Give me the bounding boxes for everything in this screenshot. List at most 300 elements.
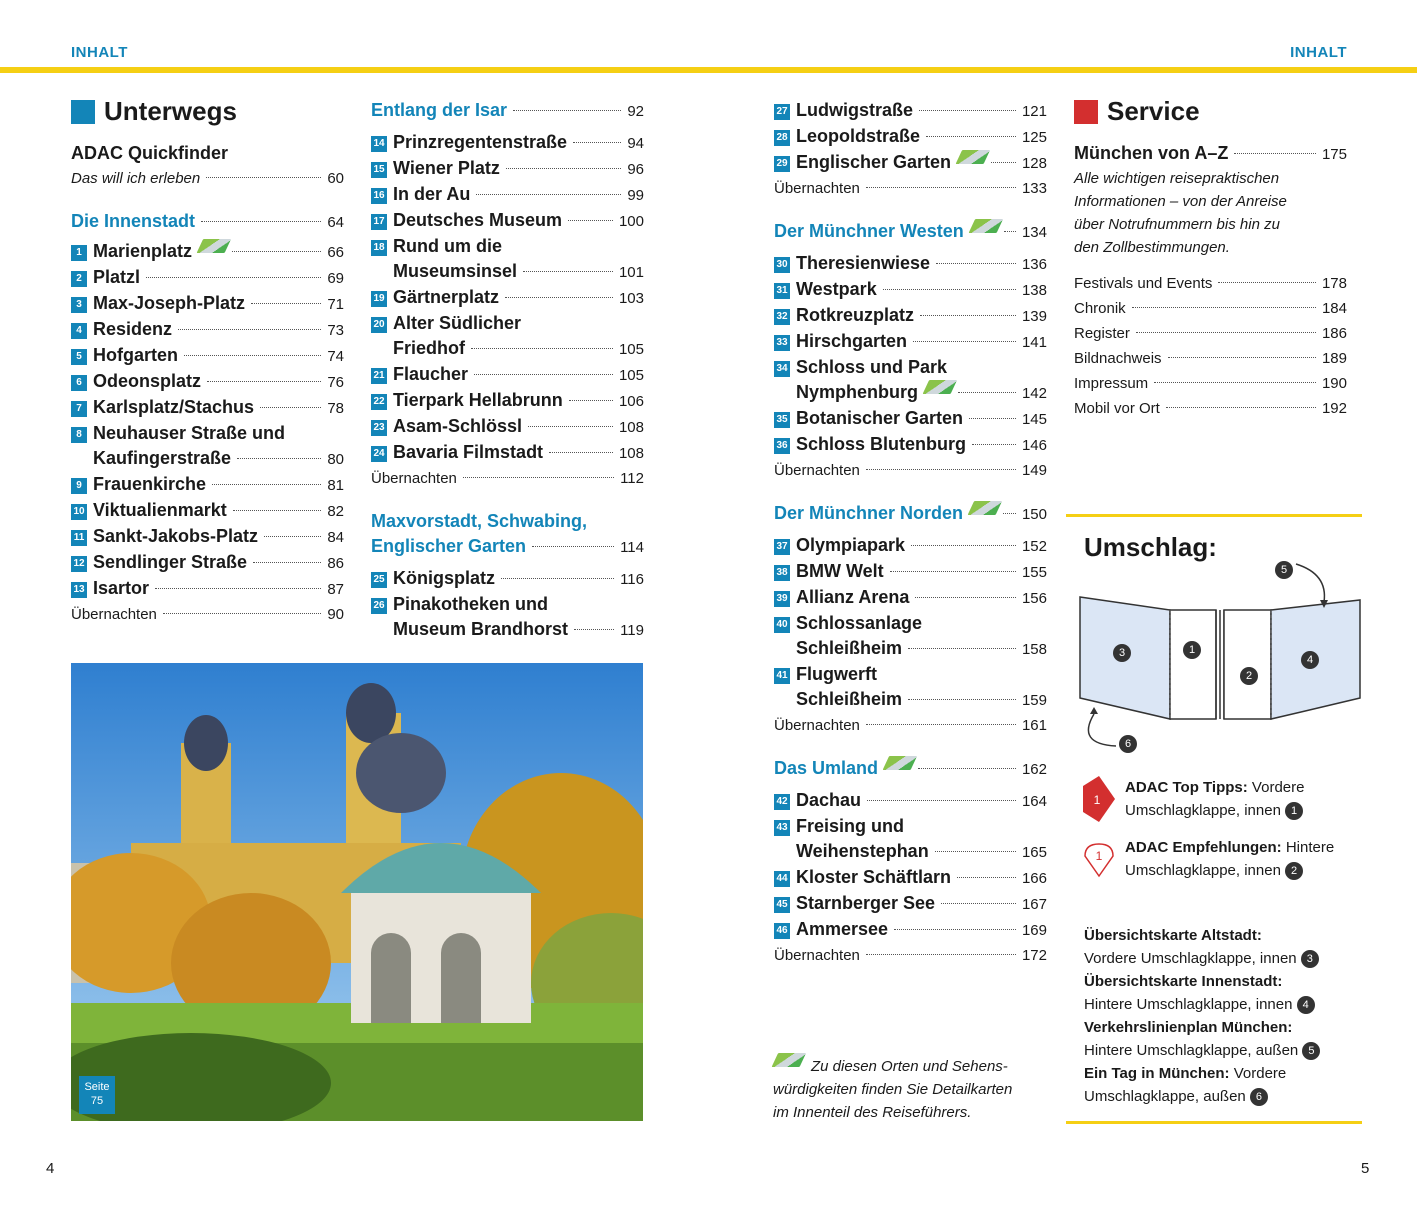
badge-2: 2	[1285, 862, 1303, 880]
dot-leader	[915, 597, 1016, 598]
toc-label: Neuhauser Straße und	[93, 423, 286, 443]
toc-row[interactable]	[371, 617, 644, 643]
number-badge: 20	[371, 317, 387, 333]
number-badge: 39	[774, 591, 790, 607]
toc-row[interactable]	[371, 182, 644, 208]
toc-row[interactable]	[71, 369, 344, 395]
toc-row[interactable]	[371, 566, 644, 592]
toc-label: Odeonsplatz	[93, 371, 202, 391]
dot-leader	[155, 588, 321, 589]
map-icon	[968, 219, 1003, 233]
toc-row[interactable]	[1074, 296, 1347, 321]
quickfinder-title: ADAC Quickfinder	[71, 143, 229, 163]
note-line: würdigkeiten finden Sie Detailkarten	[773, 1081, 1013, 1098]
note-line: im Innenteil des Reiseführers.	[773, 1104, 972, 1121]
karte-text: Hintere Umschlagklappe, außen	[1084, 1042, 1299, 1059]
toc-row[interactable]	[774, 277, 1047, 303]
red-square-icon	[1074, 100, 1098, 124]
toc-label: BMW Welt	[796, 561, 884, 581]
toc-label: Isartor	[93, 578, 150, 598]
toc-page: 90	[327, 606, 344, 623]
number-badge: 23	[371, 420, 387, 436]
toc-label: Kaufingerstraße	[93, 448, 232, 468]
toc-label: Freising und	[796, 816, 904, 836]
dot-leader	[505, 297, 613, 298]
toc-label: Sankt-Jakobs-Platz	[93, 526, 259, 546]
karte-text: Vordere Umschlagklappe, innen	[1084, 950, 1297, 967]
toc-label: Der Münchner Norden	[774, 503, 964, 523]
number-badge: 34	[774, 361, 790, 377]
toc-row[interactable]	[1074, 371, 1347, 396]
dot-leader	[920, 315, 1016, 316]
toc-page: 134	[1021, 224, 1047, 241]
toc-row[interactable]	[1074, 346, 1347, 371]
badge-6: 6	[1250, 1088, 1268, 1106]
toc-page: 94	[627, 135, 644, 152]
dot-leader	[476, 194, 621, 195]
column-3	[774, 98, 1047, 968]
toc-page: 60	[327, 170, 344, 187]
desc-line: über Notrufnummern bis hin zu	[1074, 216, 1280, 233]
karte-bold: Ein Tag in München:	[1084, 1065, 1230, 1082]
section-unterwegs	[71, 96, 344, 127]
toc-label: Botanischer Garten	[796, 408, 964, 428]
number-badge: 44	[774, 871, 790, 887]
toc-page: 152	[1021, 538, 1047, 555]
toc-label: Allianz Arena	[796, 587, 910, 607]
toc-page: 190	[1321, 375, 1347, 392]
karte-text: Vordere	[1229, 1065, 1287, 1082]
toc-page: 74	[327, 348, 344, 365]
toc-label: Rund um die	[393, 236, 502, 256]
toc-row[interactable]	[1074, 321, 1347, 346]
number-badge: 16	[371, 188, 387, 204]
badge-5: 5	[1302, 1042, 1320, 1060]
toc-row[interactable]	[71, 291, 344, 317]
number-badge: 28	[774, 130, 790, 146]
toc-row[interactable]	[71, 498, 344, 524]
toc-row[interactable]	[371, 388, 644, 414]
dot-leader	[890, 571, 1016, 572]
toc-label: Tierpark Hellabrunn	[393, 390, 563, 410]
toc-page: 100	[618, 213, 644, 230]
toc-page: 64	[327, 214, 344, 231]
toc-row[interactable]	[774, 839, 1047, 865]
toc-label: Schleißheim	[796, 689, 903, 709]
toc-row[interactable]	[774, 355, 1047, 380]
note-line: Zu diesen Orten und Sehens-	[811, 1058, 1008, 1075]
dot-leader	[866, 469, 1016, 470]
section-title: Service	[1107, 96, 1200, 126]
toc-page: 178	[1321, 275, 1347, 292]
toc-row[interactable]	[774, 380, 1047, 406]
toc-row[interactable]	[71, 265, 344, 291]
dot-leader	[184, 355, 321, 356]
toc-page: 150	[1021, 506, 1047, 523]
karte-text: Hintere Umschlagklappe, innen	[1084, 996, 1293, 1013]
photo-hofgarten	[71, 663, 643, 1121]
section-innenstadt[interactable]	[71, 209, 344, 235]
toc-row[interactable]	[774, 713, 1047, 738]
toc-row[interactable]	[71, 550, 344, 576]
toc-label: Hirschgarten	[796, 331, 908, 351]
toc-page: 112	[620, 470, 644, 487]
toc-row[interactable]	[371, 208, 644, 234]
toc-page: 161	[1021, 717, 1047, 734]
dot-leader	[867, 800, 1016, 801]
karte-text: Umschlagklappe, außen	[1084, 1088, 1246, 1105]
toc-row[interactable]	[371, 130, 644, 156]
number-badge: 41	[774, 668, 790, 684]
map-note	[773, 1055, 1043, 1124]
toc-row[interactable]	[1074, 141, 1347, 167]
dot-leader	[233, 510, 322, 511]
toc-row[interactable]	[774, 303, 1047, 329]
section-maxvorstadt-2[interactable]	[371, 534, 644, 560]
toc-row[interactable]	[774, 432, 1047, 458]
dot-leader	[471, 348, 613, 349]
toc-label: Viktualienmarkt	[93, 500, 227, 520]
toc-page: 92	[627, 103, 644, 120]
dot-leader	[523, 271, 613, 272]
number-badge: 9	[71, 478, 87, 494]
dot-leader	[1132, 307, 1316, 308]
number-badge: 40	[774, 617, 790, 633]
dot-leader	[913, 341, 1016, 342]
toc-label: Sendlinger Straße	[93, 552, 248, 572]
toc-row[interactable]	[774, 687, 1047, 713]
toc-label: Schloss und Park	[796, 357, 948, 377]
toc-row[interactable]	[71, 317, 344, 343]
toc-page: 116	[620, 571, 644, 588]
section-service	[1074, 96, 1347, 127]
toc-label: Schleißheim	[796, 638, 903, 658]
toc-label: Ludwigstraße	[796, 100, 914, 120]
service-description	[1074, 167, 1347, 259]
number-badge: 6	[71, 375, 87, 391]
dot-leader	[941, 903, 1016, 904]
dot-leader	[935, 851, 1016, 852]
header-left: INHALT	[71, 44, 128, 61]
number-badge: 2	[71, 271, 87, 287]
toc-row[interactable]	[774, 98, 1047, 124]
toc-label: Museumsinsel	[393, 261, 518, 281]
toc-row[interactable]	[774, 891, 1047, 917]
badge-1: 1	[1285, 802, 1303, 820]
toc-row[interactable]	[371, 259, 644, 285]
toc-page: 105	[618, 367, 644, 384]
toc-page: 125	[1021, 129, 1047, 146]
toc-label: Friedhof	[393, 338, 465, 358]
number-badge: 7	[71, 401, 87, 417]
dot-leader	[146, 277, 321, 278]
number-badge: 36	[774, 438, 790, 454]
toc-label: Weihenstephan	[796, 841, 929, 861]
dot-leader	[919, 110, 1016, 111]
number-badge: 45	[774, 897, 790, 913]
tipps-text	[1125, 776, 1355, 822]
toc-page: 82	[327, 503, 344, 520]
desc-line: den Zollbestimmungen.	[1074, 239, 1230, 256]
toc-page: 184	[1321, 300, 1347, 317]
toc-label: Hofgarten	[93, 345, 178, 365]
page-number-left: 4	[46, 1160, 55, 1177]
section-umland[interactable]	[774, 756, 1047, 782]
yellow-rule	[0, 67, 1417, 73]
toc-page: 175	[1321, 146, 1347, 163]
toc-row[interactable]	[774, 559, 1047, 585]
toc-label: Übernachten	[774, 462, 860, 479]
toc-label: Übernachten	[774, 717, 860, 734]
toc-page: 80	[327, 451, 344, 468]
toc-row[interactable]	[1074, 396, 1347, 421]
cover-top-rule	[1066, 514, 1362, 517]
toc-label: Olympiapark	[796, 535, 906, 555]
toc-page: 121	[1021, 103, 1047, 120]
dot-leader	[549, 452, 613, 453]
hofgarten-illustration	[71, 663, 643, 1121]
toc-page: 138	[1021, 282, 1047, 299]
toc-page: 166	[1021, 870, 1047, 887]
badge-1: 1	[1183, 641, 1201, 659]
toc-page: 69	[327, 270, 344, 287]
toc-row[interactable]	[71, 602, 344, 627]
header-right: INHALT	[1290, 44, 1347, 61]
page-number-right: 5	[1361, 1160, 1370, 1177]
toc-label: Englischer Garten	[371, 536, 527, 556]
number-badge: 17	[371, 214, 387, 230]
toc-page: 149	[1021, 462, 1047, 479]
cover-box	[1066, 514, 1362, 1124]
badge-2: 2	[1240, 667, 1258, 685]
number-badge: 32	[774, 309, 790, 325]
toc-label: In der Au	[393, 184, 471, 204]
toc-label: Register	[1074, 325, 1130, 342]
toc-page: 99	[627, 187, 644, 204]
toc-label: Alter Südlicher	[393, 313, 522, 333]
dot-leader	[260, 407, 321, 408]
toc-row[interactable]	[774, 533, 1047, 559]
toc-row[interactable]	[371, 234, 644, 259]
toc-page: 189	[1321, 350, 1347, 367]
number-badge: 25	[371, 572, 387, 588]
toc-row[interactable]	[774, 814, 1047, 839]
empfehlung-text	[1125, 836, 1360, 882]
dot-leader	[866, 187, 1016, 188]
dot-leader	[894, 929, 1016, 930]
toc-label: Residenz	[93, 319, 173, 339]
toc-row[interactable]	[774, 662, 1047, 687]
number-badge: 10	[71, 504, 87, 520]
toc-row[interactable]	[774, 124, 1047, 150]
karte-bold: Übersichtskarte Innenstadt:	[1084, 973, 1283, 990]
toc-label: Schlossanlage	[796, 613, 923, 633]
toc-row[interactable]	[774, 917, 1047, 943]
toc-row[interactable]	[371, 285, 644, 311]
toc-label: Übernachten	[71, 606, 157, 623]
dot-leader	[958, 392, 1016, 393]
dot-leader	[1168, 357, 1316, 358]
number-badge: 22	[371, 394, 387, 410]
toc-page: 108	[618, 419, 644, 436]
toc-page: 78	[327, 400, 344, 417]
toc-label: Deutsches Museum	[393, 210, 563, 230]
toc-label: Übernachten	[774, 947, 860, 964]
toc-row[interactable]	[774, 865, 1047, 891]
number-badge: 1	[71, 245, 87, 261]
desc-line: Alle wichtigen reisepraktischen	[1074, 170, 1280, 187]
dot-leader	[178, 329, 321, 330]
section-norden[interactable]	[774, 501, 1047, 527]
toc-label: Impressum	[1074, 375, 1149, 392]
number-badge: 37	[774, 539, 790, 555]
toc-row[interactable]	[71, 576, 344, 602]
toc-page: 158	[1021, 641, 1047, 658]
toc-page: 81	[327, 477, 344, 494]
toc-row[interactable]	[371, 362, 644, 388]
dot-leader	[574, 629, 614, 630]
dot-leader	[936, 263, 1016, 264]
toc-label: Übernachten	[371, 470, 457, 487]
dot-leader	[528, 426, 613, 427]
toc-label: Flugwerft	[796, 664, 877, 684]
toc-row[interactable]	[371, 440, 644, 466]
karte-bold: Verkehrslinienplan München:	[1084, 1019, 1293, 1036]
dot-leader	[532, 546, 614, 547]
toc-page: 169	[1021, 922, 1047, 939]
svg-text:1: 1	[1095, 849, 1103, 863]
dot-leader	[866, 724, 1016, 725]
dot-leader	[1166, 407, 1316, 408]
toc-page: 103	[618, 290, 644, 307]
toc-page: 101	[618, 264, 644, 281]
dot-leader	[1218, 282, 1316, 283]
toc-row[interactable]	[71, 446, 344, 472]
page-badge	[79, 1076, 115, 1114]
toc-page: 164	[1021, 793, 1047, 810]
toc-row[interactable]	[1074, 271, 1347, 296]
number-badge: 18	[371, 240, 387, 256]
toc-row[interactable]	[371, 466, 644, 491]
map-icon	[197, 239, 232, 253]
toc-row[interactable]	[774, 458, 1047, 483]
cover-bottom-rule	[1066, 1121, 1362, 1124]
column-2	[371, 98, 644, 643]
dot-leader	[972, 444, 1016, 445]
toc-row[interactable]	[71, 421, 344, 446]
number-badge: 42	[774, 794, 790, 810]
blue-square-icon	[71, 100, 95, 124]
toc-row[interactable]	[71, 239, 344, 265]
badge-4: 4	[1301, 651, 1319, 669]
map-icon	[883, 756, 918, 770]
section-maxvorstadt[interactable]	[371, 509, 644, 534]
toc-row[interactable]	[371, 592, 644, 617]
toc-row[interactable]	[774, 329, 1047, 355]
toc-row[interactable]	[774, 251, 1047, 277]
toc-row[interactable]	[71, 166, 344, 191]
toc-page: 114	[620, 539, 644, 556]
toc-row[interactable]	[774, 150, 1047, 176]
dot-leader	[908, 699, 1016, 700]
toc-row[interactable]	[774, 585, 1047, 611]
section-isar[interactable]	[371, 98, 644, 124]
toc-page: 128	[1021, 155, 1047, 172]
toc-row[interactable]	[71, 343, 344, 369]
dot-leader	[918, 768, 1016, 769]
column-1	[71, 96, 344, 627]
toc-row[interactable]	[774, 176, 1047, 201]
badge-5: 5	[1275, 561, 1293, 579]
toc-label: Prinzregentenstraße	[393, 132, 568, 152]
section-title: Unterwegs	[104, 96, 237, 126]
toc-page: 165	[1021, 844, 1047, 861]
toc-label: Festivals und Events	[1074, 275, 1213, 292]
toc-row[interactable]	[774, 611, 1047, 636]
toc-row[interactable]	[71, 524, 344, 550]
cover-title: Umschlag:	[1084, 532, 1217, 562]
map-icon	[956, 150, 991, 164]
dot-leader	[568, 220, 613, 221]
tipps-line2: Umschlagklappe, innen	[1125, 802, 1281, 819]
toc-page: 133	[1021, 180, 1047, 197]
emp-line2: Umschlagklappe, innen	[1125, 862, 1281, 879]
toc-label: Bavaria Filmstadt	[393, 442, 544, 462]
toc-page: 119	[620, 622, 644, 639]
dot-leader	[232, 251, 321, 252]
toc-page: 146	[1021, 437, 1047, 454]
toc-label: Karlsplatz/Stachus	[93, 397, 255, 417]
toc-label: Das Umland	[774, 758, 879, 778]
map-icon	[923, 380, 958, 394]
toc-row[interactable]	[774, 788, 1047, 814]
number-badge: 12	[71, 556, 87, 572]
toc-row[interactable]	[371, 336, 644, 362]
dot-leader	[908, 648, 1016, 649]
section-westen[interactable]	[774, 219, 1047, 245]
number-badge: 11	[71, 530, 87, 546]
number-badge: 29	[774, 156, 790, 172]
toc-page: 73	[327, 322, 344, 339]
toc-page: 172	[1021, 947, 1047, 964]
dot-leader	[1154, 382, 1316, 383]
toc-row[interactable]	[774, 943, 1047, 968]
toc-row[interactable]	[371, 311, 644, 336]
toc-page: 167	[1021, 896, 1047, 913]
toc-row[interactable]	[371, 414, 644, 440]
toc-label: Marienplatz	[93, 241, 193, 261]
toc-page: 139	[1021, 308, 1047, 325]
toc-row[interactable]	[71, 395, 344, 421]
emp-bold: ADAC Empfehlungen:	[1125, 839, 1282, 856]
toc-row[interactable]	[774, 406, 1047, 432]
number-badge: 4	[71, 323, 87, 339]
toc-row[interactable]	[774, 636, 1047, 662]
toc-page: 145	[1021, 411, 1047, 428]
dot-leader	[501, 578, 614, 579]
number-badge: 13	[71, 582, 87, 598]
toc-label: Asam-Schlössl	[393, 416, 523, 436]
toc-row[interactable]	[71, 472, 344, 498]
toc-page: 142	[1021, 385, 1047, 402]
toc-row[interactable]	[371, 156, 644, 182]
dot-leader	[253, 562, 321, 563]
dot-leader	[1234, 153, 1316, 154]
number-badge: 35	[774, 412, 790, 428]
tipps-rest: Vordere	[1247, 779, 1305, 796]
dot-leader	[206, 177, 321, 178]
toc-label: Ammersee	[796, 919, 889, 939]
